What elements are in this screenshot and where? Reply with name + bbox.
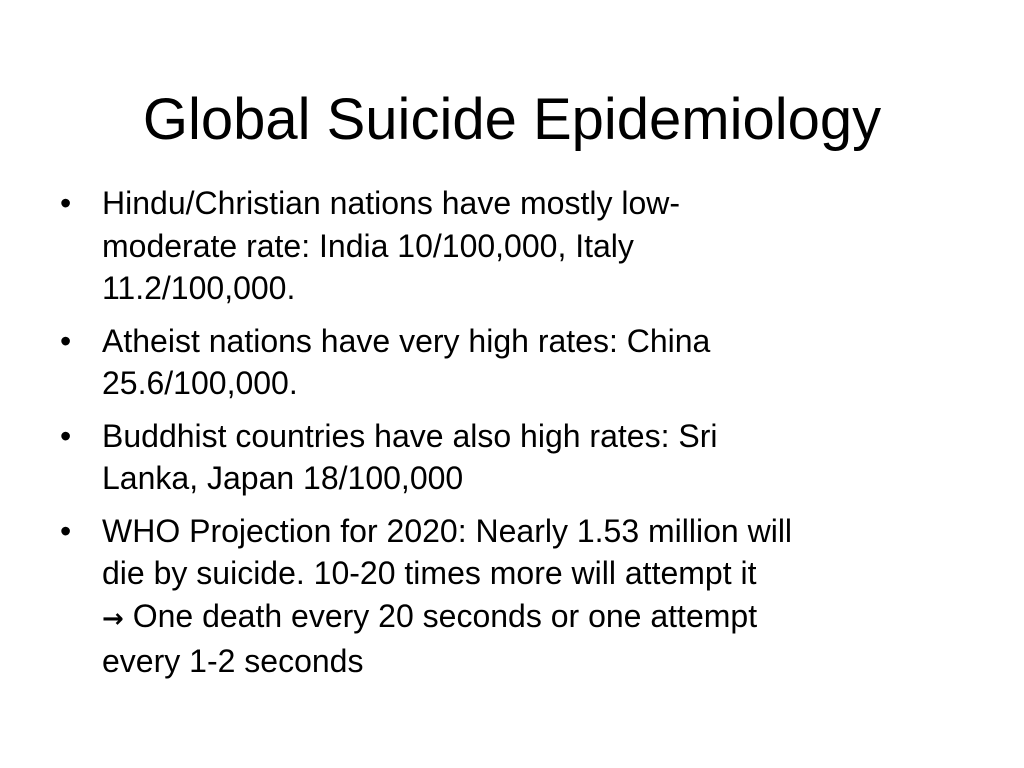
bullet-line: every 1-2 seconds (102, 643, 364, 679)
bullet-item (60, 320, 980, 405)
bullet-line: WHO Projection for 2020: Nearly 1.53 million will (102, 512, 793, 549)
bullet-item (60, 415, 980, 500)
bullet-marker: • (60, 512, 72, 549)
bullet-line: die by suicide. 10-20 times more will attempt it (102, 555, 757, 591)
slide-title: Global Suicide Epidemiology (142, 87, 882, 152)
bullet-line: One death every 20 seconds or one attempt (132, 597, 758, 634)
bullet-line: Atheist nations have very high rates: China (102, 322, 711, 359)
bullet-list (60, 182, 980, 693)
bullet-line: 25.6/100,000. (102, 365, 298, 401)
bullet-line: Lanka, Japan 18/100,000 (102, 460, 464, 496)
bullet-marker: • (60, 417, 72, 454)
bullet-line: Buddhist countries have also high rates: Sri (102, 417, 718, 454)
bullet-line: moderate rate: India 10/100,000, Italy (102, 227, 634, 264)
bullet-marker: • (60, 322, 72, 359)
bullet-line: Hindu/Christian nations have mostly low- (102, 185, 681, 221)
bullet-item (60, 510, 980, 683)
bullet-line: 11.2/100,000. (102, 270, 296, 306)
bullet-marker: • (60, 185, 72, 221)
arrow-right-icon: → (102, 603, 124, 634)
bullet-item (60, 182, 980, 310)
